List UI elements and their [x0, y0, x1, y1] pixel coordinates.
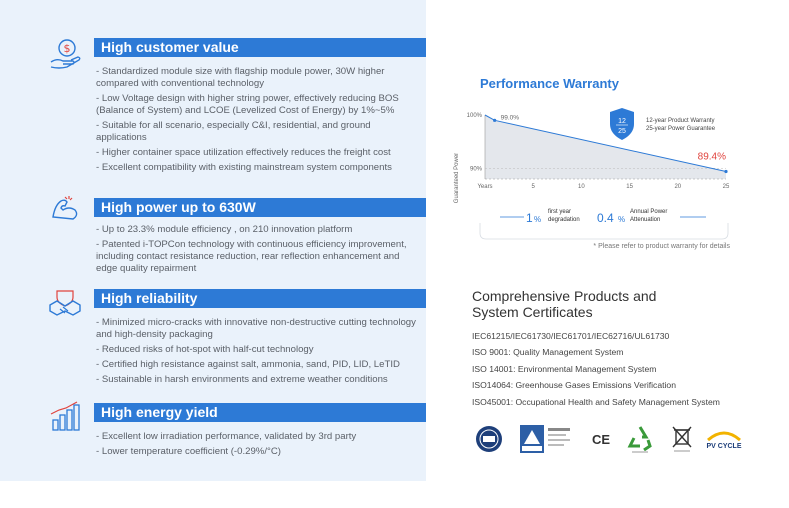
start-value-label: 99.0%: [500, 114, 520, 122]
warranty-chart: [450, 103, 750, 243]
list-item: ISO 9001: Quality Management System: [472, 347, 624, 358]
certification-logos: [474, 424, 744, 454]
x-tick-label: 15: [626, 184, 633, 190]
list-item: - Higher container space utilization effectively reduces the freight cost: [96, 147, 391, 158]
annual-value: 0.4: [597, 211, 614, 225]
list-item: ISO 14001: Environmental Management System: [472, 363, 657, 374]
certificates-title-line-1: Comprehensive Products and: [472, 288, 657, 304]
bar-chart-icon: [47, 400, 83, 432]
first-year-text-2: degradation: [548, 217, 580, 223]
ce-mark-logo: [590, 424, 612, 454]
annual-text-2: Attenuation: [630, 217, 661, 223]
bullet-list: [96, 66, 420, 177]
warranty-line-2: 25-year Power Guarantee: [646, 126, 716, 132]
list-item: - Low Voltage design with higher string power, effectively reducing BOS (Balance of System) and LCOE (Levelized Cost of Energy) by 1%~5%: [96, 93, 399, 116]
list-item: - Minimized micro-cracks with innovative non-destructive cutting technology and high-density packaging: [96, 317, 416, 340]
end-value-label: 89.4%: [697, 151, 726, 163]
annual-unit: %: [618, 215, 626, 224]
flexed-arm-icon: [47, 193, 83, 225]
list-item: ISO45001: Occupational Health and Safety Management System: [472, 396, 720, 407]
weee-bin-logo: [670, 424, 694, 454]
warranty-note: * Please refer to product warranty for details: [593, 243, 730, 250]
bullet-list: [96, 224, 420, 278]
warranty-area: [485, 115, 726, 179]
x-tick-label: 10: [578, 184, 585, 190]
recycle-logo: [626, 424, 654, 454]
section-title: High reliability: [94, 289, 426, 308]
list-item: - Standardized module size with flagship module power, 30W higher compared with conventional technology: [96, 66, 385, 89]
list-item: - Certified high resistance against salt, ammonia, sand, PID, LID, LeTID: [96, 359, 400, 370]
x-tick-label: 25: [722, 184, 730, 190]
shield-icon: [610, 108, 634, 140]
dollar-hand-icon: [47, 38, 83, 70]
pv-cycle-logo: [704, 424, 744, 454]
list-item: - Excellent low irradiation performance, validated by 3rd party: [96, 431, 357, 442]
list-item: - Reduced risks of hot-spot with half-cut technology: [96, 344, 314, 355]
shield-top-text: 12: [618, 118, 626, 125]
list-item: - Sustainable in harsh environments and extreme weather conditions: [96, 374, 388, 385]
section-title: High customer value: [94, 38, 426, 57]
performance-warranty-title: Performance Warranty: [480, 76, 619, 91]
svg-text:PV CYCLE: PV CYCLE: [706, 443, 742, 450]
tuv-logo: [474, 424, 504, 454]
bullet-list: [96, 431, 420, 461]
tuv-rheinland-logo: [520, 424, 572, 454]
x-axis-label: Years: [477, 184, 493, 190]
data-point: [724, 170, 727, 173]
warranty-line-1: 12-year Product Warranty: [646, 118, 715, 124]
x-tick-label: 5: [531, 184, 535, 190]
list-item: - Lower temperature coefficient (-0.29%/°C): [96, 446, 281, 457]
first-year-text-1: first year: [548, 209, 572, 215]
certificates-title-line-2: System Certificates: [472, 304, 593, 320]
first-year-unit: %: [534, 215, 542, 224]
svg-text:CE: CE: [591, 432, 611, 447]
svg-text:$: $: [63, 42, 71, 55]
data-point: [493, 119, 496, 122]
y-tick-label: 100%: [466, 113, 482, 119]
first-year-value: 1: [526, 211, 533, 225]
bullet-list: [96, 317, 420, 389]
section-title: High energy yield: [94, 403, 426, 422]
list-item: - Up to 23.3% module efficiency , on 210 innovation platform: [96, 224, 353, 235]
y-axis-label: Guaranteed Power: [454, 152, 460, 204]
certificate-list: [472, 330, 720, 412]
list-item: - Excellent compatibility with existing mainstream system components: [96, 162, 392, 173]
handshake-icon: [47, 287, 83, 319]
annual-text-1: Annual Power: [630, 209, 668, 215]
section-title: High power up to 630W: [94, 198, 426, 217]
shield-bottom-text: 25: [618, 128, 626, 135]
list-item: - Patented i-TOPCon technology with continuous efficiency improvement, including contact resistance reduction, rear reflection enhancement and edge quality repairment: [96, 239, 407, 274]
list-item: IEC61215/IEC61730/IEC61701/IEC62716/UL61730: [472, 331, 670, 341]
certificates-title: [472, 288, 656, 320]
y-tick-label: 90%: [469, 166, 482, 173]
list-item: - Suitable for all scenario, especially C&I, residential, and ground applications: [96, 120, 371, 143]
x-tick-label: 20: [674, 184, 682, 190]
list-item: ISO14064: Greenhouse Gases Emissions Verification: [472, 380, 676, 391]
